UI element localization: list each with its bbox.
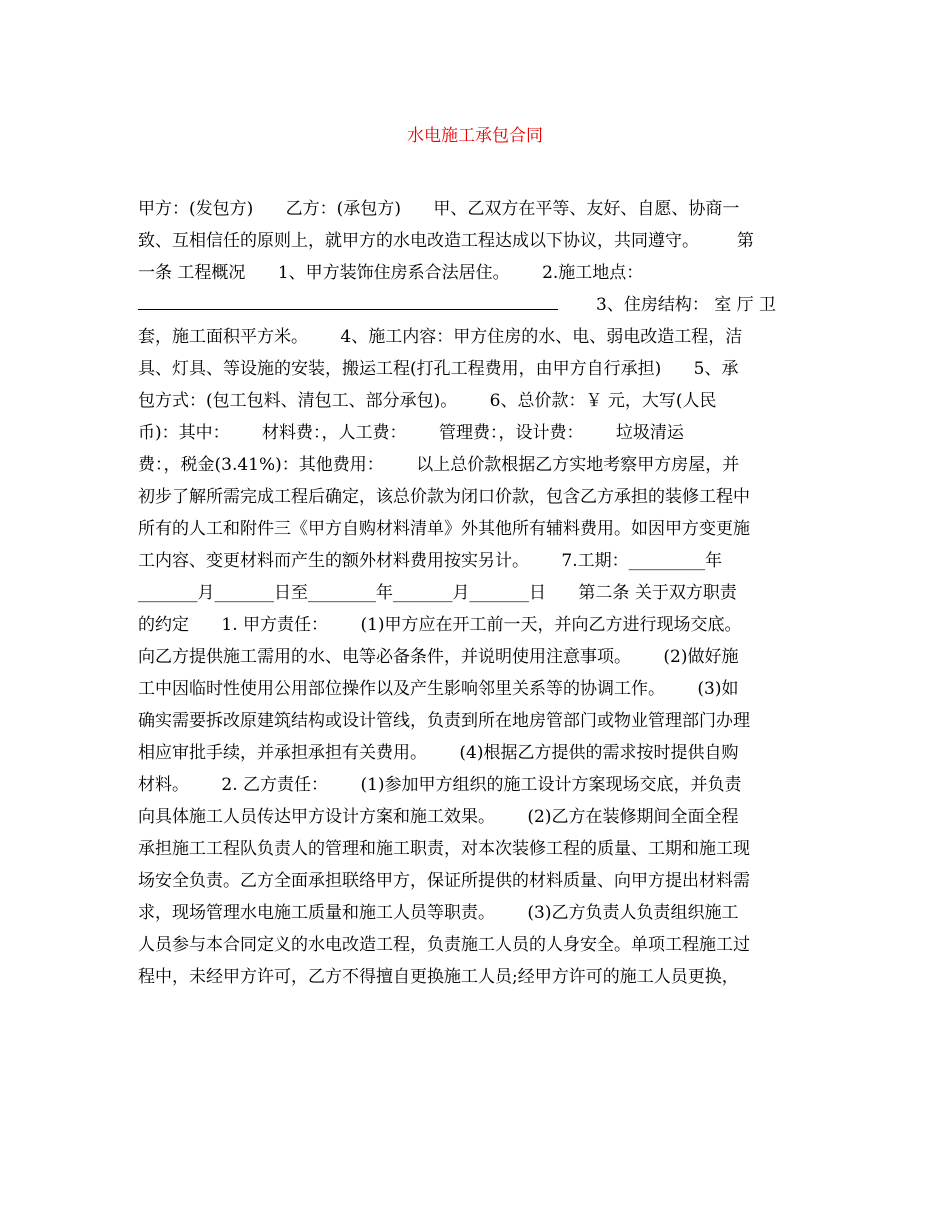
body-line-with-blank xyxy=(138,289,813,321)
body-line: 确实需要拆改原建筑结构或设计管线，负责到所在地房管部门或物业管理部门办理 xyxy=(138,711,750,731)
body-line: 工内容、变更材料而产生的额外材料费用按实另计。 7.工期：_________年 xyxy=(138,551,723,571)
body-line: 具、灯具、等设施的安装，搬运工程(打孔工程费用，由甲方自行承担) 5、承 xyxy=(138,359,739,379)
body-line: 套，施工面积平方米。 4、施工内容：甲方住房的水、电、弱电改造工程，洁 xyxy=(138,327,743,347)
body-line: 一条 工程概况 1、甲方装饰住房系合法居住。 2.施工地点： xyxy=(138,263,644,283)
body-line: 费：，税金(3.41%)：其他费用： 以上总价款根据乙方实地考察甲方房屋，并 xyxy=(138,455,740,475)
body-line: 包方式：(包工包料、清包工、部分承包)。 6、总价款：￥ 元，大写(人民 xyxy=(138,391,717,411)
body-line: 甲方：(发包方) 乙方：(承包方) 甲、乙双方在平等、友好、自愿、协商一 xyxy=(138,199,740,219)
body-line: 的约定 1. 甲方责任： (1)甲方应在开工前一天，并向乙方进行现场交底。 xyxy=(138,615,742,635)
body-line: 币)：其中： 材料费：，人工费： 管理费：，设计费： 垃圾清运 xyxy=(138,423,684,443)
body-line: 向乙方提供施工需用的水、电等必备条件，并说明使用注意事项。 (2)做好施 xyxy=(138,647,739,667)
body-line: 所有的人工和附件三《甲方自购材料清单》外其他所有辅料费用。如因甲方变更施 xyxy=(138,519,750,539)
body-line: 求，现场管理水电施工质量和施工人员等职责。 (3)乙方负责人负责组织施工 xyxy=(138,903,739,923)
body-line: 场安全负责。乙方全面承担联络甲方，保证所提供的材料质量、向甲方提出材料需 xyxy=(138,871,750,891)
body-line: 工中因临时性使用公用部位操作以及产生影响邻里关系等的协调工作。 (3)如 xyxy=(138,679,739,699)
body-line: 材料。 2. 乙方责任： (1)参加甲方组织的施工设计方案现场交底，并负责 xyxy=(138,775,742,795)
document-title: 水电施工承包合同 xyxy=(407,126,543,146)
fill-in-blank xyxy=(138,289,558,310)
body-line: 程中，未经甲方许可，乙方不得擅自更换施工人员;经甲方许可的施工人员更换， xyxy=(138,967,739,987)
body-line: 初步了解所需完成工程后确定，该总价款为闭口价款，包含乙方承担的装修工程中 xyxy=(138,487,750,507)
body-line: 人员参与本合同定义的水电改造工程，负责施工人员的人身安全。单项工程施工过 xyxy=(138,935,750,955)
body-line: 向具体施工人员传达甲方设计方案和施工效果。 (2)乙方在装修期间全面全程 xyxy=(138,807,739,827)
document-body xyxy=(138,193,813,993)
housing-structure-text: 3、住房结构： 室 厅 卫 xyxy=(596,295,777,315)
body-line: 相应审批手续，并承担承担有关费用。 (4)根据乙方提供的需求按时提供自购 xyxy=(138,743,739,763)
body-line: 承担施工工程队负责人的管理和施工职责，对本次装修工程的质量、工期和施工现 xyxy=(138,839,750,859)
body-line: 致、互相信任的原则上，就甲方的水电改造工程达成以下协议，共同遵守。 第 xyxy=(138,231,754,251)
body-line: _______月_______日至________年_______月_______日 第二条 关于双方职责 xyxy=(138,583,737,603)
